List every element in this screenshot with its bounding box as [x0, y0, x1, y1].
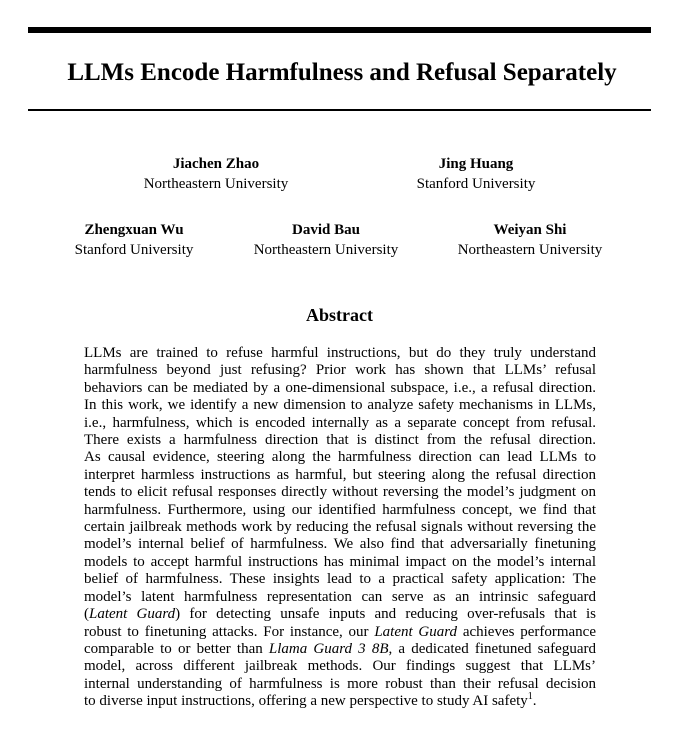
author-name: Jiachen Zhao — [172, 156, 260, 172]
abstract-line: tends to elicit refusal responses directly without reversing the model’s judgment on — [84, 484, 596, 501]
author-affiliation: Northeastern University — [143, 176, 289, 192]
abstract-line: belief of harmfulness. These insights lead to a practical safety application: The — [84, 571, 596, 588]
footnote-link[interactable]: 1 — [527, 691, 533, 703]
author-name: Weiyan Shi — [493, 222, 567, 238]
abstract-text: robust to finetuning attacks. For instance, our — [84, 623, 375, 640]
author-name: Zhengxuan Wu — [84, 222, 184, 238]
abstract-line: There exists a harmfulness direction that is distinct from the refusal direction. — [84, 432, 596, 449]
author-affiliation: Northeastern University — [457, 242, 603, 258]
abstract-line: certain jailbreak methods work by reducing the refusal signals without reversing the — [84, 519, 596, 536]
abstract-line: behaviors can be mediated by a one-dimensional subspace, i.e., a refusal direction. — [84, 379, 596, 396]
abstract-text: achieves performance — [457, 623, 597, 640]
abstract-text: ( — [84, 606, 89, 623]
abstract-body — [84, 345, 596, 711]
abstract-text: ) for detecting unsafe inputs and reducing over-refusals that is — [175, 606, 596, 623]
abstract-line — [84, 641, 596, 658]
llama-guard-term: Llama Guard 3 8B — [268, 640, 389, 657]
author-block — [361, 154, 591, 194]
abstract-line: models to accept harmful instructions has minimal impact on the model’s internal — [84, 553, 596, 570]
abstract-text: to diverse input instructions, offering a new perspective to study AI safety — [84, 693, 528, 710]
title-bottom-rule — [28, 109, 651, 111]
abstract-line: i.e., harmfulness, which is encoded internally as a separate concept from refusal. — [84, 414, 596, 431]
abstract-heading: Abstract — [306, 305, 373, 325]
abstract-line: harmfulness. Furthermore, using our identified harmfulness concept, we find that — [84, 501, 596, 518]
author-block — [101, 154, 331, 194]
author-name: Jing Huang — [438, 156, 514, 172]
abstract-text: . — [532, 693, 537, 710]
abstract-line: harmfulness beyond just refusing? Prior work has shown that LLMs’ refusal — [84, 362, 596, 379]
author-affiliation: Stanford University — [416, 176, 536, 192]
author-block — [415, 220, 645, 260]
author-block — [211, 220, 441, 260]
abstract-line: model’s internal belief of harmfulness. We also find that adversarially finetuning — [84, 536, 596, 553]
author-affiliation: Stanford University — [74, 242, 194, 258]
abstract-line: model’s latent harmfulness representation can serve as an intrinsic safeguard — [84, 588, 596, 605]
author-name: David Bau — [292, 222, 360, 238]
abstract-line: In this work, we identify a new dimension to analyze safety mechanisms in LLMs, — [84, 397, 596, 414]
abstract-line — [84, 693, 596, 710]
abstract-line — [84, 624, 596, 641]
author-affiliation: Northeastern University — [253, 242, 399, 258]
abstract-line: internal understanding of harmfulness is more robust than their refusal decision — [84, 675, 596, 692]
abstract-line: model, across different jailbreak methods. Our findings suggest that LLMs’ — [84, 658, 596, 675]
latent-guard-term: Latent Guard — [374, 623, 458, 640]
abstract-line: LLMs are trained to refuse harmful instructions, but do they truly understand — [84, 345, 596, 361]
abstract-text: comparable to or better than — [84, 640, 269, 657]
abstract-line — [84, 606, 596, 623]
abstract-line: interpret harmless instructions as harmful, but steering along the refusal direction — [84, 466, 596, 483]
abstract-text: , a dedicated finetuned safeguard — [388, 640, 596, 657]
abstract-line: As causal evidence, steering along the harmfulness direction can lead LLMs to — [84, 449, 596, 466]
latent-guard-term: Latent Guard — [89, 606, 176, 623]
paper-title: LLMs Encode Harmfulness and Refusal Separately — [67, 59, 617, 86]
top-rule — [28, 27, 651, 33]
